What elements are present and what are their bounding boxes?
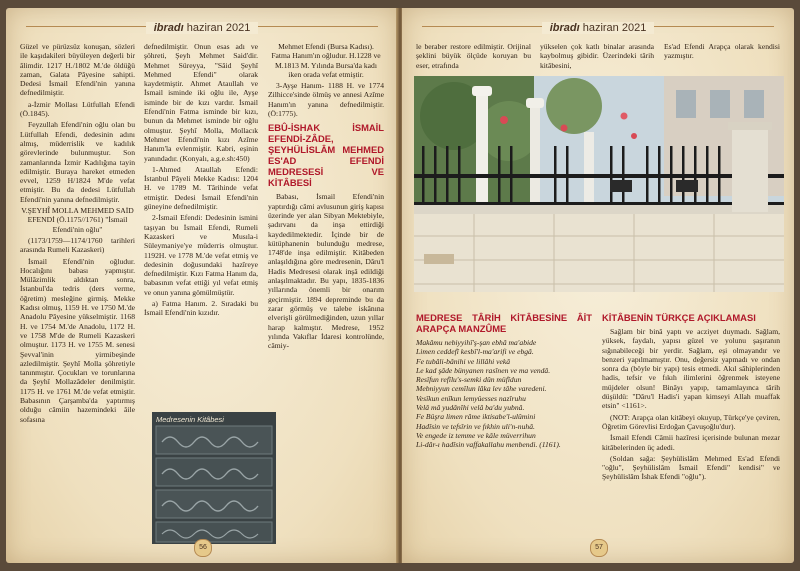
page-header bbox=[26, 18, 378, 36]
turkce-section bbox=[602, 308, 780, 484]
poem-line: Limen ceddefî kesbî'l-ma'arifi ve ebgâ. bbox=[416, 347, 534, 357]
manzume-poem bbox=[416, 338, 592, 450]
paragraph: 3-Ayşe Hanım- 1188 H. ve 1774 Zilhicce'sinde ölmüş ve annesi Azîme Hanım'ın yanına defnedilmiştir. (Ö:1775). bbox=[268, 81, 384, 119]
paragraph: Mehmet Efendi (Bursa Kadısı). Fatma Hanım'ın oğludur. H.1228 ve M.1813 M. Yılında Bursa'da kadı iken orada vefat etmiştir. bbox=[271, 42, 381, 79]
paragraph: 1-Ahmed Ataullah Efendi: İstanbul Pâyeli Mekke Kadısı: 1204 H. ve 1789 M. Târihinde vefat etmiştir. Dedesi İsmail Efendi'nin güneyine defnedilmiştir. bbox=[144, 164, 258, 212]
magazine-brand: ibradı bbox=[153, 22, 184, 34]
image-caption: Medresenin Kitâbesi bbox=[156, 415, 224, 424]
paragraph: a) Fatma Hanım. 2. Sıradaki bu İsmail Efendi'nin kızıdır. bbox=[144, 299, 258, 318]
paragraph: 2-İsmail Efendi: Dedesinin ismini taşıyan bu İsmail Efendi, Rumeli Kazaskeri ve Musıla-i Süleymaniye'ye müderris olmuştur. 1192H. ve 1778 M.'de vefat etmiş ve dedesinin doğusundaki hazîreye defnedilmiştir. Kızı Fatma Hanım da, babasının vefat ettiği yıl vefat etmiş ve onun yanına gömülmüştür. bbox=[144, 213, 258, 297]
photo-graphic bbox=[414, 76, 784, 292]
right-top-col-1 bbox=[416, 42, 531, 72]
paragraph: yükselen çok katlı binalar arasında kaybolmuş gibidir. Üzerindeki târih kitâbesini, bbox=[540, 42, 654, 70]
poem-line: Vesîkun enîkun lemyüesses nazîruhu bbox=[416, 393, 526, 403]
poem-line: Fe Büşra limen râme iktisabe'l-ulûmini bbox=[416, 412, 536, 422]
page-header bbox=[422, 18, 774, 36]
poem-line: Resîfun refîlu's-semki dûn müfîdun bbox=[416, 375, 522, 385]
left-col-2 bbox=[144, 42, 258, 320]
poem-line: Makâmu nebiyyihî'ş-şan ebhâ ma'abide bbox=[416, 338, 537, 347]
poem-line: Fe tubâli-bânihi ve lillâhi vekâ bbox=[416, 356, 511, 366]
poem-line: Le kad şâde bünyanen rasînen ve ma vendâ. bbox=[416, 365, 551, 375]
right-top-col-3 bbox=[664, 42, 780, 63]
paragraph: (NOT: Arapça olan kitâbeyi okuyup, Türkçe'ye çeviren, Öğretim Görevlisi Erdoğan Çavuşoğlu'dur). bbox=[602, 412, 780, 431]
turkce-heading: KİTÂBENİN TÜRKÇE AÇIKLAMASI bbox=[602, 312, 756, 323]
poem-line: Mebniyyun cemîlun lâka lev tâhe varedeni. bbox=[416, 384, 547, 394]
poem-line: Velâ mâ yudânîhi velâ ba'du yubnâ. bbox=[416, 403, 525, 413]
paragraph: le beraber restore edilmiştir. Orijinal şeklini büyük ölçüde koruyan bu eser, etrafında bbox=[416, 42, 531, 70]
subheading: V.ŞEYHÎ MOLLA MEHMED SAİD EFENDİ (Ö.1175//1761) "İsmail Efendi'nin oğlu" bbox=[21, 206, 134, 234]
header-title bbox=[146, 22, 259, 34]
tombstones-photo bbox=[414, 76, 784, 292]
page-number: 57 bbox=[590, 539, 608, 557]
left-col-1 bbox=[20, 42, 135, 426]
inscription-image bbox=[152, 412, 276, 544]
poem-line: Hadîsin ve tefsîrin ve fıkhin uli'n-nuhâ. bbox=[416, 421, 535, 431]
header-title bbox=[542, 22, 655, 34]
magazine-brand: ibradı bbox=[549, 22, 580, 34]
paragraph: Güzel ve pürüzsüz konuşan, sözleri ile kaşıdakileri büyüleyen değerli bir âlimdir. 1217 H./1802 M.'de öldüğü zaman, Galata Pâyesine sahipti. Dedesi İsmail Efendi'nin yanına defnedilmiştir. bbox=[20, 42, 135, 98]
poem-line: Li-dâr-ı hadîsin vaffakallahu menbendi. (1161). bbox=[416, 440, 561, 450]
left-page bbox=[6, 8, 398, 563]
right-top-col-2 bbox=[540, 42, 654, 72]
paragraph: Feyzullah Efendi'nin oğlu olan bu Lütfullah Efendi, dedesinin adını almış, müderrislik ve kadılık görevlerinde bulunmuştur. Son zamanlarında İzmir Kadılığına tayin edilmiştir. Buraya hareket etmeden evvel, 1259 H/1824 M'de vefat etmiştir. Bu da dedesi Lütfullah Efendi'nin yanına defnedilmiştir. bbox=[20, 120, 135, 204]
manzume-heading: MEDRESE TÂRİH KİTÂBESİNE ÂİT ARAPÇA MANZÛME bbox=[416, 312, 592, 334]
issue-date: haziran 2021 bbox=[186, 22, 251, 34]
paragraph: (1173/1759—1174/1760 tarihleri arasında Rumeli Kazaskeri) bbox=[20, 235, 135, 255]
poem-line: Ve engede iz temme ve kâle müverrihun bbox=[416, 430, 536, 440]
right-page bbox=[402, 8, 794, 563]
paragraph: İsmail Efendi'nin oğludur. Hocalığını babası yapmıştır. Mülâzimlik aldıktan sonra, İstanbul'da tedris (ders verme, öğretim) mesleğine girmiş. Mekke Kadısı olmuş, 1159 H. ve 1750 M.'de Anadolu Pâyesine yükselmiştir. 1168 H. ve 1754 M.'de Anadolu, 1172 H. ve 1758 M'de de Rumeli Kazaskeri olmuştur. 1173 H. ve 1755 M. senesi Şevval'inin yirmibeşinde azledilmiştir. Şeyhî Molla şöhretiyle tanınmıştır. Çocukları ve torunlarına da Şeyhî Mollazâdeler denilmiştir. 1175 H. ve 1761 M.'de vefat etmiştir. Babasının Çarşamba'da yaptırmış olduğu câmiin hazemindeki âile sofasına bbox=[20, 256, 135, 424]
page-number: 56 bbox=[194, 539, 212, 557]
paragraph: İsmail Efendi Câmii hazîresi içerisinde bulunan mezar kitâbelerinden üç adedi. bbox=[602, 433, 780, 452]
paragraph: Sağlam bir binâ yaptı ve acziyet duymadı. Sağlam, yüksek, faydalı, yapısı güzel ve yolunu şaşıranın sığınabileceği bir yerdir. Sağlam, eşi olmayandır ve benzeri yapılmamıştır. Onu, değersiz yapmadı ve ondan sonra da (böyle bir yapı) tesis etmedi. Akıl sâhiplerinden hadis, tefsir ve fıkıh ilimlerini öğrenmek isteyene müjdeler olsun! Binâyı yapıp, tamamlayınca târih düşüldü: "Dâru'l Hadis'i yapan kimseyi Allah muaffak etsin" <1161>. bbox=[602, 327, 780, 411]
left-col-3 bbox=[268, 42, 384, 352]
section-heading: EBÛ-İSHAK İSMAİL EFENDİ-ZÂDE, ŞEYHÜLİSLÂM MEHMED ES'AD EFENDİ MEDRESESİ VE KİTÂBESİ bbox=[268, 122, 384, 189]
issue-date: haziran 2021 bbox=[582, 22, 647, 34]
paragraph: Es'ad Efendi Arapça olarak kendisi yazmıştır. bbox=[664, 42, 780, 61]
manzume-section bbox=[416, 308, 592, 450]
paragraph: defnedilmiştir. Onun esas adı ve şöhreti, Şeyh Mehmet Said'dir. Mehmet Süreyya, "Sâid Şeyhî Mehmed Efendi" olarak kaydetmiştir. Ahmet Ataullah ve İsmail isminde iki oğlu ile, Ayşe isminde bir de kızı vardır. İsmail Efendi'nin Fatma isminde bir kızı, bunun da Mehmet isminde bir oğlu olmuştur. Şeyhî Molla, Mollacık Mehmet Efendi'nin kızı Azîme Hanım'la evlenmiştir. Kabri, eşinin yanındadır. (Konyalı, a.g.e.sh:450) bbox=[144, 42, 258, 163]
inscription-graphic bbox=[152, 412, 276, 544]
paragraph: a-İzmir Mollası Lütfullah Efendi (Ö.1845). bbox=[20, 99, 135, 119]
paragraph: (Soldan sağa: Şeyhülislâm Mehmed Es'ad Efendi "oğlu", Şeyhülislâm İsmail Efendi" kendisi" ve Şeyhülislâm İshak Efendi "oğlu"). bbox=[602, 453, 780, 482]
paragraph: Babası, İsmail Efendi'nin yaptırdığı câmi avlusunun giriş kapısı üzerinde yer alan Sibyan Mektebiyle, şadırvanı da inşa ettirdiği kaydedilmektedir. İçinde bir de kütüphanenin bulunduğu medrese, 1748'de inşa edilmiştir. Kitâbeden anlaşıldığına göre medresenin, Dâru'l Hadis Medresesi olarak inşâ edildiği anlaşılmaktadır. Bu yapı, 1835-1836 yıllarında önemli bir onarım geçirmiştir. 1894 depreminde bu da zarar görmüş ve talebe iskânına elverişli görülmediğinden, uzun yıllar harap kalmıştır. Medrese, 1952 yılında Vakıflar İdaresi kontrolünde, câmiy- bbox=[268, 192, 384, 351]
